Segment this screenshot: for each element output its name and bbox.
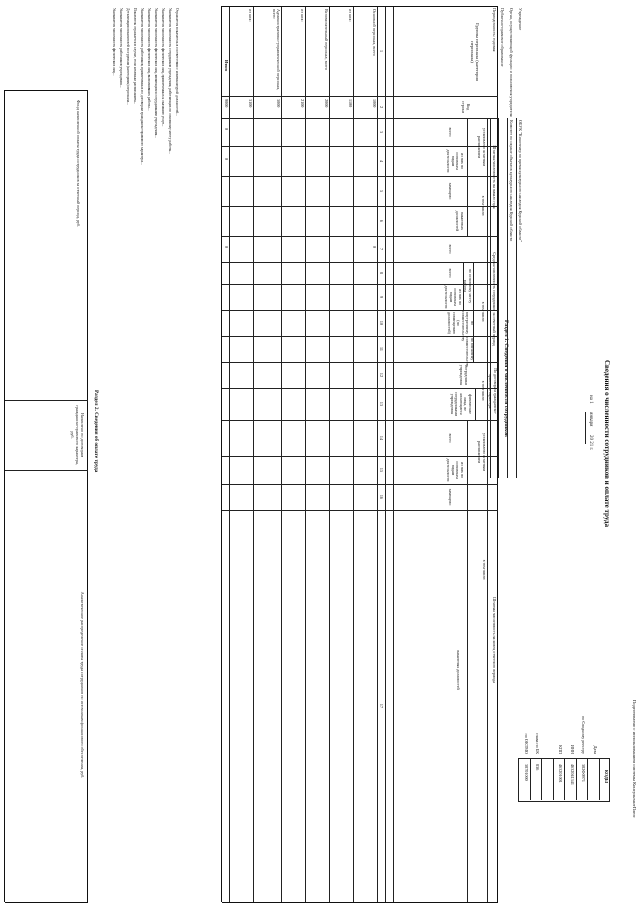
row-code: 9000 <box>224 99 229 108</box>
table-rule-h <box>475 388 476 420</box>
row-group: из них: <box>348 9 353 22</box>
header-avg: Средняя численность сотрудников за отчетный период <box>492 252 497 346</box>
table-rule-h <box>329 6 330 902</box>
column-number: 5 <box>379 189 384 193</box>
header-filled: замещено <box>448 182 453 200</box>
table-rule-v <box>222 262 498 263</box>
table-rule-h <box>253 6 254 902</box>
footnote: Указывается численность работников, привлеченных по договорам гражданско-правового характера... <box>140 8 144 165</box>
column-number: 14 <box>379 435 384 441</box>
consultant-note: Подготовлено с использованием системы КонсультантПлюс <box>632 700 637 818</box>
header-in-that-2: в том числе: <box>481 301 486 323</box>
table-rule-v <box>222 484 498 485</box>
section2-title: Раздел 2. Сведения об оплате труда <box>93 390 99 473</box>
header-total-2: всего <box>448 433 453 443</box>
header-in-total-2: всего <box>448 268 453 278</box>
footnote: Показатель отражается в случае, если штатным расписанием... <box>133 8 137 105</box>
column-number: 1 <box>379 49 384 53</box>
row-c4: 0 <box>224 158 229 161</box>
table-rule-h <box>497 6 498 902</box>
column-number: 13 <box>379 401 384 407</box>
header-in-that: в том числе: <box>481 195 486 217</box>
section2-contracts: Начислено по договорам гражданско-правового характера, руб. <box>70 405 85 465</box>
header-individuals: физические лица, не являющиеся сотрудниками учреждения <box>449 392 473 416</box>
row-c7: 0 <box>372 246 377 249</box>
column-number: 4 <box>379 159 384 163</box>
section2-fund: Фонд начисленной оплаты труда сотрудников за отчетный период, руб. <box>76 100 81 228</box>
table-rule-v <box>222 96 498 97</box>
column-number: 6 <box>379 219 384 223</box>
table-rule-v <box>222 388 498 389</box>
header-in-that-3: в том числе: <box>481 380 486 402</box>
header-external: по внешнему совместительству <box>465 337 475 368</box>
row-code: 2100 <box>300 99 305 108</box>
table-rule-h <box>353 6 354 902</box>
column-number: 2 <box>379 105 384 109</box>
table-rule-h <box>229 6 230 902</box>
table-rule-h <box>516 118 517 478</box>
table-rule-v <box>222 510 498 511</box>
table-rule-h <box>467 484 468 902</box>
footnote: Указывается численность сотрудников учреждения, работающих по основному месту работы... <box>168 8 172 155</box>
table-rule-h <box>393 6 394 902</box>
header-employees: сотрудники учреждения <box>459 364 469 386</box>
column-number: 3 <box>379 130 384 134</box>
footnote: Указывается численность физических лиц, выполнявших работы... <box>147 8 151 111</box>
header-main: из них по основным видам деятельности <box>446 149 465 173</box>
header-main-2: из них по основным видам деятельности <box>444 285 463 309</box>
field-value: ОБУК "Кинотеатр по время культурного наследия Курской области" <box>518 120 523 242</box>
header-main-3: из них по основным видам деятельности <box>446 458 465 482</box>
table-rule-h <box>599 758 600 800</box>
field-value: Комитет по охране объектов культурного наследия Курской области <box>509 120 514 242</box>
code-label: Дата <box>593 745 598 754</box>
date-prefix: на 1 <box>588 395 593 404</box>
row-c3: 0 <box>224 128 229 131</box>
table-rule-h <box>467 176 468 236</box>
row-code: 2000 <box>324 99 329 108</box>
table-rule-h <box>467 118 468 176</box>
table-rule-h <box>498 118 499 478</box>
table-rule-v <box>222 902 498 903</box>
date-month: января <box>588 412 593 427</box>
table-rule-h <box>542 758 543 800</box>
column-number: 17 <box>379 703 384 709</box>
column-number: 7 <box>379 247 384 251</box>
row-group: из них: <box>248 9 253 22</box>
table-rule-v <box>222 206 498 207</box>
header-civil: По договорам гражданско-правового характера <box>488 368 498 414</box>
code-value: 382Ф0971 <box>581 764 587 782</box>
row-group: Итого <box>224 60 229 72</box>
field-label: Публично-правовое образование <box>500 8 505 67</box>
row-c7: 0 <box>224 246 229 249</box>
row-code: 3000 <box>276 99 281 108</box>
table-rule-v <box>222 118 498 119</box>
footnote: Отражается показатель в соответствии с номенклатурой должностей... <box>175 8 179 117</box>
row-code: 1000 <box>372 99 377 108</box>
table-rule-h <box>377 6 378 902</box>
code-value: 463201001 <box>558 764 564 783</box>
code-label: глава по БК <box>535 733 541 754</box>
header-group: Группы персонала (категория персонала) <box>469 23 480 81</box>
header-vacant-2: вакантных должностей <box>456 650 461 690</box>
date-year: 20 21 г. <box>588 434 593 451</box>
table-rule-v <box>222 420 498 421</box>
header-total: всего <box>448 127 453 137</box>
column-number: 11 <box>379 346 384 352</box>
code-value: 836 <box>535 764 541 771</box>
table-rule-h <box>221 6 222 902</box>
table-rule-h <box>507 118 508 478</box>
table-rule-h <box>553 758 554 800</box>
table-rule-h <box>305 6 306 902</box>
code-label: по ОКТМО <box>524 733 529 754</box>
code-value: 4632041341 <box>570 764 575 785</box>
header-in-that-4: в том числе: <box>482 559 487 581</box>
codes-header: КОДЫ <box>604 770 609 783</box>
header-internal: по внутреннему совместительству (по совмещению должностей) <box>447 311 475 342</box>
field-label: Орган, осуществляющий функции и полномочия учредителя <box>509 8 514 117</box>
table-rule-h <box>530 758 531 800</box>
row-group: из них: <box>300 9 305 22</box>
code-label: ИНН <box>570 744 575 754</box>
header-main-job: по основному месту работы <box>463 268 473 304</box>
header-established-2: установлено штатным расписанием <box>477 433 487 471</box>
table-rule-h <box>281 6 282 902</box>
row-code: 3100 <box>248 99 253 108</box>
field-label: Учреждение <box>518 8 523 31</box>
table-rule-h <box>4 90 5 902</box>
table-rule-h <box>385 6 386 902</box>
table-rule-v <box>222 362 498 363</box>
table-rule-v <box>222 6 498 7</box>
header-in-total: всего <box>448 244 453 254</box>
table-rule-v <box>222 176 498 177</box>
table-rule-v <box>5 90 88 91</box>
column-number: 12 <box>379 372 384 378</box>
column-number: 16 <box>379 494 384 500</box>
table-rule-v <box>5 470 88 471</box>
table-rule-h <box>467 420 468 484</box>
form-title: Сведения о численности сотрудников и оплате труда <box>603 360 611 527</box>
row-group: Вспомогательный персонал, всего <box>324 9 329 71</box>
table-rule-h <box>565 758 566 800</box>
footnote: Указывается численность работников учреждения... <box>119 8 123 88</box>
code-value: 38701000 <box>524 764 529 781</box>
table-rule-v <box>5 902 88 903</box>
date-line <box>588 395 593 450</box>
row-group: Административно-управленческий персонал, всего <box>271 9 281 91</box>
header-code: Код строки <box>461 101 471 113</box>
table-rule-v <box>5 400 88 401</box>
column-number: 10 <box>379 320 384 326</box>
header-filled-2: замещено <box>448 488 453 506</box>
row-group: Основной персонал, всего <box>372 9 377 56</box>
header-staff-start: Штатная численность на начало года <box>492 145 497 209</box>
footnote: Детализация показателей по группам (категориям) персонала... <box>126 8 130 105</box>
field-label: Периодичность: годовая <box>492 8 497 52</box>
code-label: КПП <box>558 745 564 754</box>
header-established: установлено штатным расписанием <box>477 128 487 166</box>
section1-title: Раздел 1. Сведения о численности сотрудников <box>503 320 509 437</box>
column-number: 9 <box>379 295 384 299</box>
header-vacant: вакантных должностей <box>455 210 465 232</box>
header-staff-end: Штатная численность на конец отчетного периода <box>492 597 497 683</box>
column-number: 15 <box>379 467 384 473</box>
code-label: по Сводному реестру <box>581 715 587 754</box>
table-rule-h <box>87 90 88 902</box>
footnote: Указывается численность физических лиц, являющихся сотрудниками учреждения... <box>154 8 158 138</box>
footnote: Указывается численность физических лиц, привлеченных к оказанию услуг... <box>161 8 165 127</box>
footnote: Указывается численность физических лиц... <box>112 8 116 76</box>
column-number: 8 <box>379 271 384 275</box>
table-rule-h <box>576 758 577 800</box>
table-rule-v <box>222 236 498 237</box>
section2-analytic: Аналитическое распределение оплаты труда сотрудников по источникам финансового обеспечения, руб. <box>80 591 85 779</box>
row-code: 1100 <box>348 99 353 108</box>
table-rule-h <box>588 758 589 800</box>
